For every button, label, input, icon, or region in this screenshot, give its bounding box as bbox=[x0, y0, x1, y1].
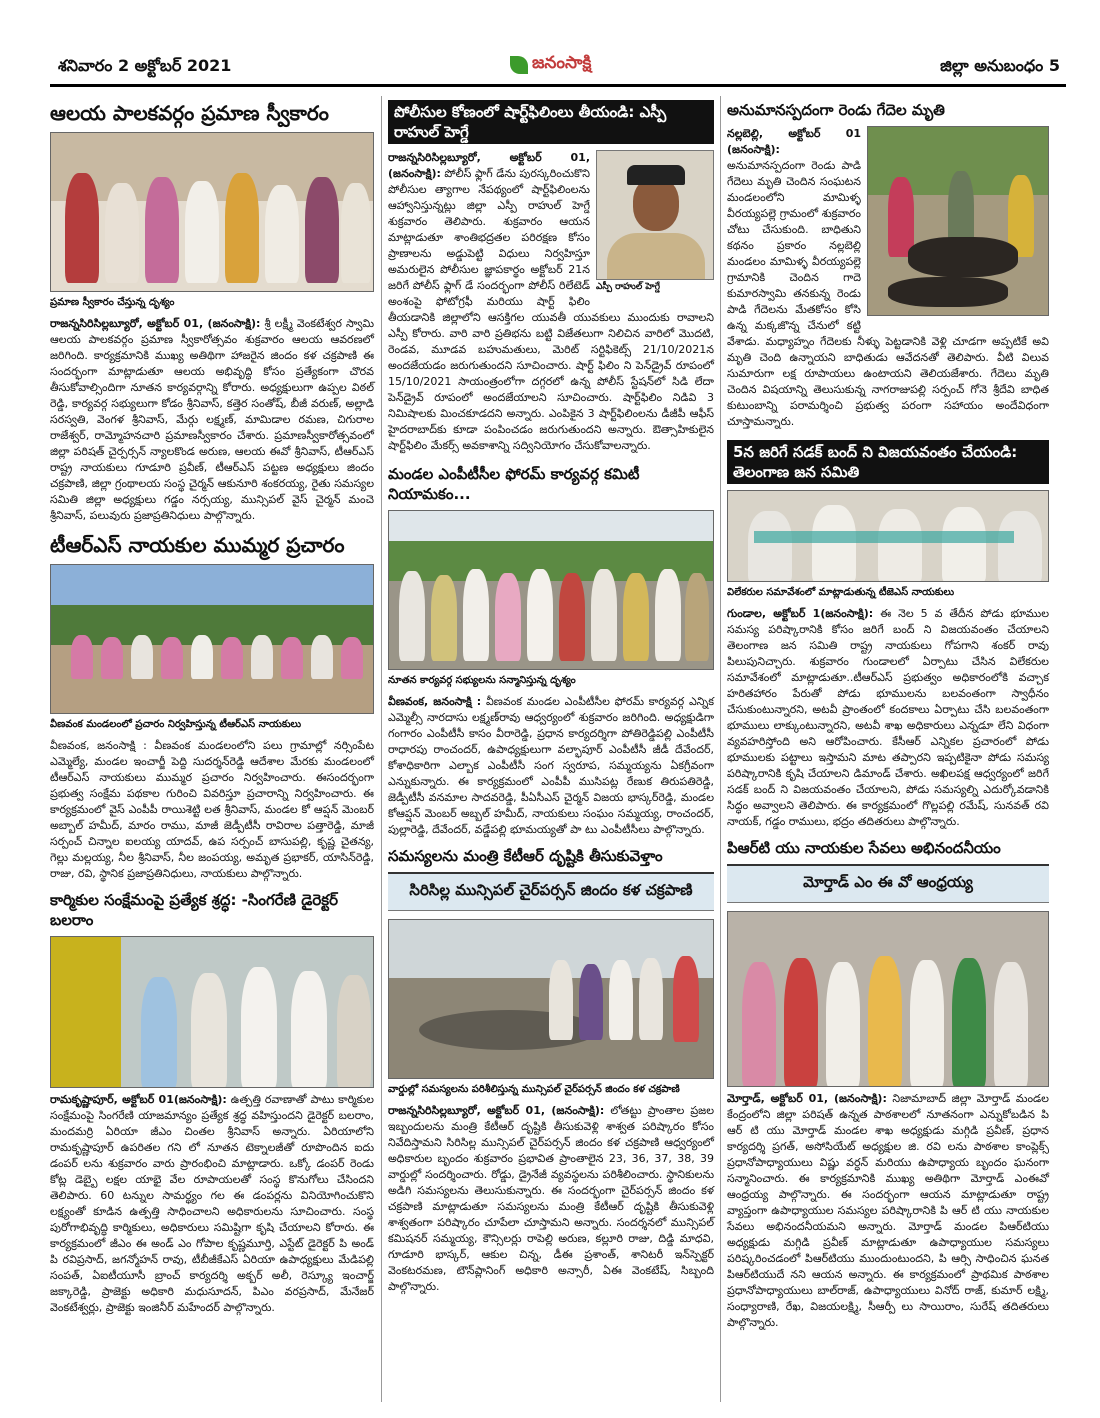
sp-portrait bbox=[596, 150, 714, 280]
headline: టీఆర్ఎస్ నాయకుల ముమ్మర ప్రచారం bbox=[50, 533, 345, 557]
dateline: వీణవంక, జనంసాక్షి : bbox=[388, 695, 482, 708]
news-photo bbox=[727, 490, 1049, 582]
page-label bbox=[940, 56, 1060, 79]
article-body bbox=[388, 694, 714, 838]
photo-caption: వీణవంక మండలంలో ప్రచారం నిర్వహిస్తున్న టీఆర్ఎస్ నాయకులు bbox=[50, 719, 302, 730]
dateline: రామకృష్ణాపూర్, అక్టోబర్ 01(జనంసాక్షి): bbox=[50, 1093, 227, 1106]
article-body bbox=[727, 606, 1049, 830]
column-2 bbox=[388, 96, 714, 1295]
portrait-block bbox=[596, 150, 714, 294]
article-trs-campaign bbox=[50, 532, 374, 882]
article-body bbox=[727, 1091, 1049, 1331]
news-photo bbox=[867, 126, 1049, 316]
dateline: రాజన్నసిరిసిల్లబ్యూరో, అక్టోబర్ 01, (జనంసాక్షి): bbox=[50, 317, 261, 330]
article-singareni bbox=[50, 890, 374, 1316]
headline: 5న జరిగే సడక్ బంద్ ని విజయవంతం చేయండి: తెలంగాణ జన సమితి bbox=[727, 440, 1049, 484]
article-text: నిజామాబాద్ జిల్లా మోర్తాడ్ మండల కేంద్రంలోని జిల్లా పరిషత్ ఉన్నత పాఠశాలలో నూతనంగా ఎన్నుకోబడిన పి ఆర్ టి యు మోర్తాడ్ మండల శాఖ అధ్యక్షుడు మగ్గిడి ప్రవీణ్, ప్రధాన కార్యదర్శి ప్రగత్, అసోసియేట్ అధ్యక్షుల జి. రవి లను పాఠశాల కాంప్లెక్స్ ప్రధానోపాధ్యాయులు విష్ణు వర్ధన్ మరియు ఉపాధ్యాయ బృందం ఘనంగా సన్మానించారు. ఈ కార్యక్రమానికి ముఖ్య అతిథిగా మోర్తాడ్ ఎంఈవో ఆంధ్రయ్య పాల్గొన్నారు. ఈ సందర్భంగా ఆయన మాట్లాడుతూ రాష్ట్ర వ్యాప్తంగా ఉపాధ్యాయుల సమస్యల పరిష్కారానికి పి ఆర్ టి యు నాయకుల సేవలు అభినందనీయమని అన్నారు. మోర్తాడ్ మండల పిఆర్‌టియు అధ్యక్షుడు మగ్గిడి ప్రవీణ్ మాట్లాడుతూ ఉపాధ్యాయుల సమస్యలు పరిష్కరించడంలో పిఆర్‌టియు ముందుంటుందని, పి ఆర్సి సాధించిన ఘనత పిఆర్‌టియుదే నని ఆయన అన్నారు. ఈ కార్యక్రమంలో ప్రాథమిక పాఠశాల ప్రధానోపాధ్యాయులు బాల్‌రాజ్, ఉపాధ్యాయులు వినోద్ రాజ్, కుమార్ లక్ష్మి, సంధ్యారాణి, రేఖ, విజయలక్ష్మి, సీఆర్పీ లు సాయిరాం, సురేష్ తదితరులు పాల్గొన్నారు. bbox=[727, 1092, 1049, 1329]
dateline: రాజన్నసిరిసిల్లబ్యూరో, అక్టోబర్ 01, (జనంసాక్షి): bbox=[388, 1104, 605, 1117]
headline: మండల ఎంపీటీసీల ఫోరమ్ కార్యవర్గ కమిటీ నియామకం... bbox=[388, 465, 640, 503]
subheadline: మోర్తాడ్ ఎం ఈ వో ఆంధ్రయ్య bbox=[727, 864, 1049, 903]
news-photo bbox=[50, 936, 374, 1088]
column-divider bbox=[720, 96, 721, 1402]
issue-date: శనివారం 2 అక్టోబర్ 2021 bbox=[58, 56, 232, 75]
article-text: పోలీస్ ఫ్లాగ్ డేను పురస్కరించుకొని పోలీసుల త్యాగాల నేపథ్యంలో షార్ట్‌ఫిలింలను ఆహ్వానిస్తున్నట్లు జిల్లా ఎస్పీ రాహుల్ హెగ్డే శుక్రవారం తెలిపారు. శుక్రవారం ఆయన మాట్లాడుతూ శాంతిభద్రతల పరిరక్షణ కోసం ప్రాణాలను అడ్డుపెట్టి విధులు నిర్వహిస్తూ అమరులైన పోలీసుల జ్ఞాపకార్థం అక్టోబర్ 21న జరిగే పోలీస్ ఫ్లాగ్ డే సందర్భంగా పోలీస్ రిలేటెడ్ అంశంపై ఫోటోగ్రఫీ మరియు షార్ట్ ఫిలిం తీయడానికి జిల్లాలోని ఆసక్తిగల యువతీ యువకులు ముందుకు రావాలని ఎస్పీ కోరారు. వారి వారి ప్రతిభను బట్టి విజేతలుగా నిలిచిన వారిలో మొదటి, రెండవ, మూడవ బహుమతులు, మెరిట్ సర్టిఫికెట్స్ 21/10/2021న అందజేయడం జరుగుతుందని సూచించారు. షార్ట్ ఫిలిం ని పెన్‌డ్రైవ్ రూపంలో 15/10/2021 సాయంత్రంలోగా దగ్గరలో ఉన్న పోలీస్ స్టేషన్‌లో సిడి లేదా పెన్‌డ్రైవ్ రూపంలో అందజేయాలని సూచించారు. షార్ట్‌ఫిలిం నిడివి 3 నిమిషాలకు మించకూడదని అన్నారు. ఎంపికైన 3 షార్ట్‌ఫిలింలను డీజీపీ ఆఫీస్ హైదరాబాద్‌కు కూడా పంపించడం జరుగుతుందని అన్నారు. ఔత్సాహికులైన షార్ట్‌ఫిలిం మేకర్స్ అవకాశాన్ని సద్వినియోగం చేసుకోవాలన్నారు. bbox=[388, 167, 714, 452]
news-photo bbox=[50, 564, 374, 714]
article-body: వీణవంక, జనంసాక్షి : వీణవంక మండలంలోని పలు గ్రామాల్లో నర్సింపేట ఎమ్మెల్యే, మండల ఇంచార్జీ పెద్ది సుదర్శన్‌రెడ్డి ఆదేశాల మేరకు మండలంలో టీఆర్ఎస్ నాయకులు ముమ్మర ప్రచారం నిర్వహించారు. ఈసందర్భంగా ప్రభుత్వ సంక్షేమ పథకాల గురించి వివరిస్తూ ప్రచారాన్ని నిర్వహించారు. ఈ కార్యక్రమంలో వైస్ ఎంపీపీ రాయిశెట్టి లత శ్రీనివాస్, మండల కో ఆప్షన్ మెంబర్ అబ్బాల్ హమీద్, మారం రాము, మాజీ జెడ్పీటీసీ రావిరాల పత్తారెడ్డి, మాజీ సర్పంచ్ చిన్నాల ఐలయ్య యాదవ్, ఉప సర్పంచ్ బాసుపల్లి, కృష్ణ చైతన్య, గెల్లు మల్లయ్య, నీల శ్రీనివాస్, నీల జంపయ్య, అమృత ప్రభాకర్, యాసిన్‌రెడ్డి, రాజు, రవి, స్థానిక ప్రజాప్రతినిధులు, నాయకులు పాల్గొన్నారు. bbox=[50, 739, 374, 880]
photo-caption: విలేకరుల సమావేశంలో మాట్లాడుతున్న టీజెఎస్ నాయకులు bbox=[727, 587, 955, 598]
headline: పిఆర్‌టి యు నాయకుల సేవలు అభినందనీయం bbox=[727, 839, 1001, 857]
article-text: ఉత్పత్తి రవాణాతో పాటు కార్మికుల సంక్షేమంపై సింగరేణి యాజమాన్యం ప్రత్యేక శ్రద్ధ వహిస్తుందని డైరెక్టర్ బలరాం, మందమర్రి ఏరియా జీఎం చింతల శ్రీనివాస్ అన్నారు. ఏరియాలోని రామకృష్ణాపూర్ ఉపరితల గని లో నూతన టెక్నాలజీతో రూపొందిన ఐదు డంపర్ లను శుక్రవారం వారు ప్రారంభించి మాట్లాడారు. ఒక్కో డంపర్ రెండు కోట్ల డెబ్బై లక్షల యాభై వేల రూపాయలతో సంస్థ కొనుగోలు చేసిందని తెలిపారు. 60 టన్నుల సామర్థ్యం గల ఈ డంపర్లను వినియోగించుకొని లక్ష్యంతో కూడిన ఉత్పత్తి సాధించాలని అధికారులను సూచించారు. సంస్థ పురోగాభివృద్ధి కార్మికులు, అధికారులు సమిష్టిగా కృషి చేయాలని కోరారు. ఈ కార్యక్రమంలో జీఎం ఈ అండ్ ఎం గోపాల కృష్ణమూర్తి, ఎస్టేట్ డైరెక్టర్ పి అండ్ పి రవిప్రసాద్, జగన్మోహన్ రావు, టీబీజీకేఎస్ ఏరియా ఉపాధ్యక్షులు మేడిపల్లి సంపత్, ఏఐటీయూసీ బ్రాంచ్ కార్యదర్శి అక్బర్ అలీ, రెస్క్యూ ఇంచార్జ్ జక్కారెడ్డి, ప్రాజెక్టు అధికారి మధుసూదన్, పిఎం వరప్రసాద్, మేనేజర్ వెంకటేశ్వర్లు, ప్రాజెక్టు ఇంజినీర్ మహేందర్ పాల్గొన్నారు. bbox=[50, 1093, 374, 1314]
logo-leaf-icon bbox=[510, 56, 528, 74]
headline: సమస్యలను మంత్రి కేటీఆర్ దృష్టికి తీసుకువెళ్తాం bbox=[388, 847, 663, 865]
headline: పోలీసుల కోణంలో షార్ట్‌ఫిలింలు తీయండి: ఎస్పీ రాహుల్ హెగ్డే bbox=[388, 100, 714, 144]
dateline: రాజన్నసిరిసిల్లబ్యూరో, అక్టోబర్ 01, (జనంసాక్షి): bbox=[388, 151, 590, 180]
news-photo bbox=[50, 132, 374, 292]
news-photo bbox=[388, 919, 714, 1079]
section-name: జిల్లా అనుబంధం bbox=[940, 56, 1044, 75]
article-ktr-issues bbox=[388, 846, 714, 1295]
logo-text: జనంసాక్షి bbox=[532, 53, 592, 73]
article-mptc-forum bbox=[388, 464, 714, 838]
article-body bbox=[50, 316, 374, 524]
article-police-shortfilm bbox=[388, 100, 714, 454]
headline: ఆలయ పాలకవర్గం ప్రమాణ స్వీకారం bbox=[50, 101, 329, 125]
dateline: గుండాల, అక్టోబర్ 1(జనంసాక్షి): bbox=[727, 607, 874, 620]
photo-caption: నూతన కార్యవర్గ సభ్యులను సన్మానిస్తున్న దృశ్యం bbox=[388, 675, 576, 686]
article-text: ఈ నెల 5 వ తేదీన పోడు భూముల సమస్య పరిష్కారానికి కోసం జరిగే బంద్ ని విజయవంతం చేయాలని తెలంగాణ జన సమితి రాష్ట్ర నాయకులు గోపగాని శంకర్ రావు పిలుపునిచ్చారు. శుక్రవారం గుండాలలో ఏర్పాటు చేసిన విలేకరుల సమావేశంలో మాట్లాడుతూ..టీఆర్ఎస్ ప్రభుత్వం అధికారంలోకి వచ్చాక హరితహారం పేరుతో పోడు భూములను బలవంతంగా స్వాధీనం చేసుకుంటున్నారని, అటవీ ప్రాంతంలో కందకాలు ఏర్పాటు చేసి బలవంతంగా భూములు లాక్కుంటున్నారని, అటవీ శాఖ అధికారులు ఎన్నడూ లేని విధంగా వ్యవహరిస్తోంది అని ఆరోపించారు. కేసీఆర్ ఎన్నికల ప్రచారంలో పోడు భూములకు పట్టాలు ఇస్తామని మాట తప్పారని ఇప్పటికైనా పోడు సమస్య పరిష్కారానికి కృషి చేయాలని డిమాండ్ చేశారు. అఖిలపక్ష ఆధ్వర్యంలో జరిగే సడక్ బంద్ ని విజయవంతం చేయాలని, పోడు సమస్యల్ని ఎదుర్కోవడానికి సిద్ధం అవ్వాలని తెలిపారు. ఈ కార్యక్రమంలో గొల్లపల్లి రమేష్, సునవత్ రవి నాయక్, గడ్డం రాములు, భద్రం తదితరులు పాల్గొన్నారు. bbox=[727, 607, 1049, 828]
subheadline: సిరిసిల్ల మున్సిపల్ చైర్‌పర్సన్ జిందం కళ చక్రపాణి bbox=[388, 872, 714, 911]
portrait-caption: ఎస్పీ రాహుల్ హెగ్డే bbox=[596, 282, 660, 292]
column-divider bbox=[381, 96, 382, 1402]
dateline: నల్లబెల్లి, అక్టోబర్ 01 (జనంసాక్షి): bbox=[727, 127, 861, 156]
news-photo bbox=[727, 911, 1049, 1087]
article-buffalo-death bbox=[727, 100, 1049, 430]
article-prtu bbox=[727, 838, 1049, 1331]
article-text: శ్రీ లక్ష్మీ వెంకటేశ్వర స్వామి ఆలయ పాలకవర్గం ప్రమాణ స్వీకారోత్సవం శుక్రవారం ఆలయ ఆవరణలో జరిగింది. కార్యక్రమానికి ముఖ్య అతిథిగా హాజరైన జిందం కళ చక్రపాణి ఈ సందర్భంగా మాట్లాడుతూ ఆలయ అభివృద్ధి కోసం ప్రత్యేకంగా చొరవ తీసుకోవాల్సిందిగా నూతన కార్యవర్గాన్ని కోరారు. అధ్యక్షులుగా ఉప్పల విఠల్ రెడ్డి, కార్యవర్గ సభ్యులుగా కోడం శ్రీనివాస్, కత్తెర సంతోష్, బీజీ వరుణ్, అల్లాడి సరస్వతి, వెంగళ శ్రీనివాస్, మేర్గు లక్ష్మణ్, మామిడాల రమణ, చిగురాల రాజేశ్వర్, రామ్మోహనచారి ప్రమాణస్వీకారం చేశారు. ప్రమాణస్వీకారోత్సవంలో జిల్లా పరిషత్ చైర్పర్సన్ న్యాలకొండ అరుణ, ఆలయ ఈవో శ్రీనివాస్, టీఆర్ఎస్ రాష్ట్ర నాయకులు గూడూరి ప్రవీణ్, టీఆర్ఎస్ పట్టణ అధ్యక్షులు జిందం చక్రపాణి, జిల్లా గ్రంథాలయ సంస్థ చైర్మన్ ఆకునూరి శంకరయ్య, రైతు సమస్యల సమితి జిల్లా అధ్యక్షులు గడ్డం నర్సయ్య, మున్సిపల్ వైస్ చైర్మన్ మంచె శ్రీనివాస్, పలువురు ప్రజాప్రతినిధులు పాల్గొన్నారు. bbox=[50, 317, 374, 522]
article-temple-committee bbox=[50, 100, 374, 524]
headline: కార్మికుల సంక్షేమంపై ప్రత్యేక శ్రద్ధ: -సింగరేణి డైరెక్టర్ బలరాం bbox=[50, 891, 339, 929]
photo-caption: ప్రమాణ స్వీకారం చేస్తున్న దృశ్యం bbox=[50, 297, 175, 308]
column-3 bbox=[727, 96, 1049, 1331]
dateline: మోర్తాడ్, అక్టోబర్ 01, (జనంసాక్షి): bbox=[727, 1092, 887, 1105]
page-header bbox=[50, 48, 1066, 88]
article-body bbox=[50, 1092, 374, 1316]
column-1 bbox=[50, 96, 374, 1316]
article-text: వీణవంక మండల ఎంపీటీసీల ఫోరమ్ కార్యవర్గ ఎన్నిక ఎమ్మెల్సీ నారదాసు లక్ష్మణ్‌రావు ఆధ్వర్యంలో శుక్రవారం జరిగింది. అధ్యక్షుడిగా గంగారం ఎంపీటీసీ కాసం వీరారెడ్డి, ప్రధాన కార్యదర్శిగా పోతిరెడ్డిపల్లి ఎంపీటీసీ రాధారపు రాంచందర్, ఉపాధ్యక్షులుగా వల్భాపూర్ ఎంపీటీసీ జీడీ దేవేందర్, కోశాధికారిగా ఎల్బాక ఎంపీటీసీ సంగ స్వరూప, సమ్మయ్యను ఏకగ్రీవంగా ఎన్నుకున్నారు. ఈ కార్యక్రమంలో ఎంపీపీ ముసిపట్ల రేణుక తిరుపతిరెడ్డి, జెడ్పీటీసీ వనమాల సాదవరెడ్డి, పీఏసీఎస్ చైర్మన్ విజయ భాస్కర్‌రెడ్డి, మండల కోఆప్షన్ మెంబర్ అబ్బల్ హమీద్, నాయకులు సంఘం సమ్మయ్య, రాంచందర్, పుల్లారెడ్డి, దేవేందర్, వడ్డేపల్లి భూమయ్యతో పా టు ఎంపీటీసీలు పాల్గొన్నారు. bbox=[388, 695, 714, 836]
masthead-logo bbox=[510, 50, 620, 80]
page-number: 5 bbox=[1048, 56, 1060, 75]
article-sadak-bandh bbox=[727, 440, 1049, 830]
article-body bbox=[388, 1103, 714, 1295]
photo-caption: వార్డుల్లో సమస్యలను పరిశీలిస్తున్న మున్సిపల్ చైర్‌పర్సన్ జిందం కళ చక్రపాణి bbox=[388, 1084, 680, 1095]
news-photo bbox=[388, 510, 714, 670]
headline: అనుమానస్పదంగా రెండు గేదెల మృతి bbox=[727, 101, 945, 119]
article-text: అనుమానస్పదంగా రెండు పాడి గేదెలు మృతి చెందిన సంఘటన మండలంలోని మామిళ్ళ వీరయ్యపల్లె గ్రామంలో శుక్రవారం చోటు చేసుకుంది. బాధితుని కథనం ప్రకారం నల్లబెల్లి మండలం మామిళ్ళ వీరయ్యపల్లె గ్రామానికి చెందిన గాదె కుమారస్వామి తనకున్న రెండు పాడి గేదెలను మేతకోసం కోసి ఉన్న మక్కజొన్న చేనులో కట్టి వేశాడు. మధ్యాహ్నం గేదెలకు నీళ్ళు పెట్టడానికి వెళ్లి చూడగా అప్పటికే అవి మృతి చెంది ఉన్నాయని బాధితుడు ఆవేదనతో తెలిపారు. వీటి విలువ సుమారుగా లక్ష రూపాయలు ఉంటాయని తెలియజేశారు. గేదెలు మృతి చెందిన విషయాన్ని తెలుసుకున్న నాగరాజుపల్లి సర్పంచ్ గోనె శ్రీదేవి బాధిత కుటుంబాన్ని పరామర్శించి ప్రభుత్వ పరంగా సహాయం అందేవిధంగా చూస్తామన్నారు. bbox=[727, 159, 1049, 428]
header-rule bbox=[50, 84, 1066, 87]
article-text: లోతట్టు ప్రాంతాల ప్రజల ఇబ్బందులను మంత్రి కేటీఆర్ దృష్టికి తీసుకువెళ్లి శాశ్వత పరిష్కారం కోసం నివేదిస్తామని సిరిసిల్ల మున్సిపల్ చైర్‌పర్సన్ జిందం కళ చక్రపాణి ఆధ్వర్యంలో అధికారుల బృందం శుక్రవారం ప్రభావిత ప్రాంతాలైన 23, 36, 37, 38, 39 వార్డుల్లో సందర్శించారు. రోడ్డు, డ్రైనేజీ వ్యవస్థలను పరిశీలించారు. స్థానికులను అడిగి సమస్యలను తెలుసుకున్నారు. ఈ సందర్భంగా చైర్‌పర్సన్ జిందం కళ చక్రపాణి మాట్లాడుతూ సమస్యలను మంత్రి కేటీఆర్ దృష్టికి తీసుకువెళ్లి శాశ్వతంగా పరిష్కారం చూపేలా చూస్తామని అన్నారు. సందర్శనలో మున్సిపల్ కమిషనర్ సమ్మయ్య, కౌన్సిలర్లు రాపెల్లి అరుణ, కల్లూరి రాజు, దిడ్డి మాధవి, గూడూరి భాస్కర్, ఆకుల చిన్న, డీఈ ప్రశాంత్, శానిటరీ ఇన్‌స్పెక్టర్ వెంకటరమణ, టౌన్‌ప్లానింగ్ అధికారి అన్సారీ, ఏఈ వెంకటేష్, సిబ్బంది పాల్గొన్నారు. bbox=[388, 1104, 715, 1293]
